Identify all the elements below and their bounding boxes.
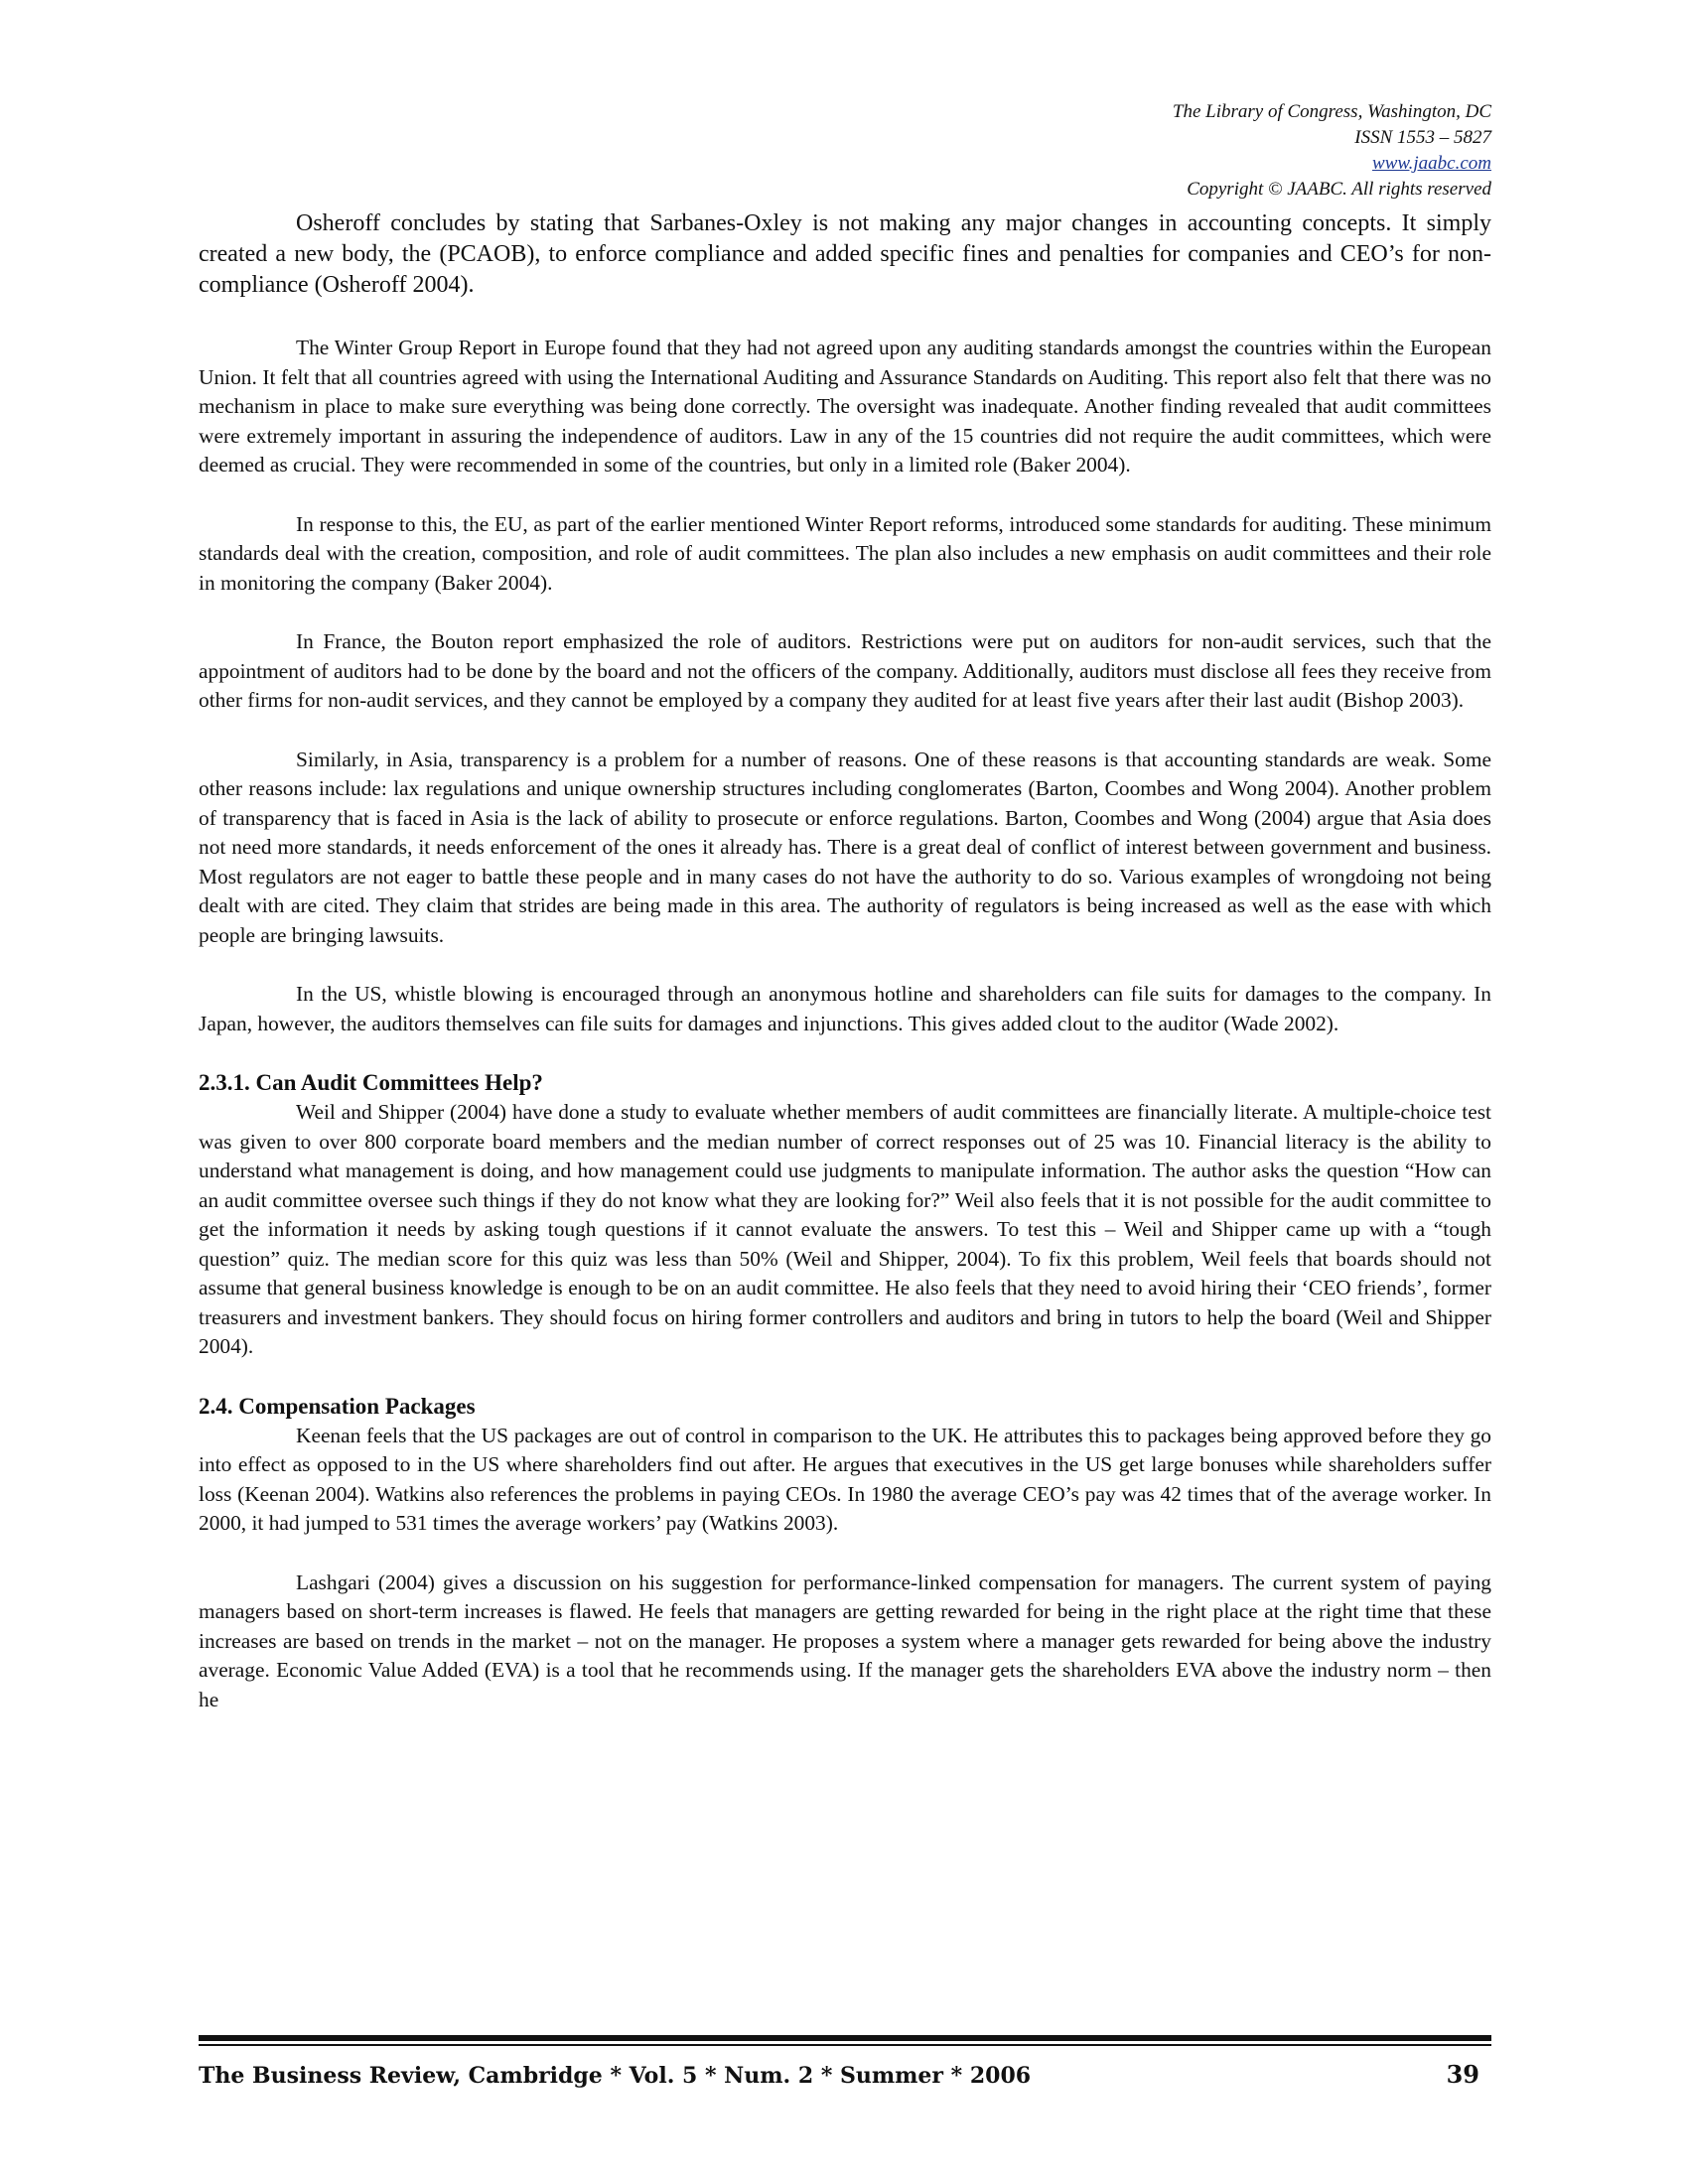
- section-heading-compensation: 2.4. Compensation Packages: [199, 1393, 476, 1419]
- paragraph-us-japan: In the US, whistle blowing is encouraged through an anonymous hotline and shareholders can file suits for damages to the company. In Japan, however, the auditors themselves can file suits for damages and injunctions. This gives added clout to the auditor (Wade 2002).: [199, 982, 1491, 1035]
- paragraph-weil-shipper: Weil and Shipper (2004) have done a study to evaluate whether members of audit committees are financially literate. A multiple-choice test was given to over 800 corporate board members and the median number of correct responses out of 25 was 10. Financial literacy is the ability to understand what management is doing, and how management could use judgments to manipulate information. The author asks the question “How can an audit committee oversee such things if they do not know what they are looking for?” Weil also feels that it is not possible for the audit committee to get the information it needs by asking tough questions if it cannot evaluate the answers. To test this – Weil and Shipper came up with a “tough question” quiz. The median score for this quiz was less than 50% (Weil and Shipper, 2004). To fix this problem, Weil feels that boards should not assume that general business knowledge is enough to be on an audit committee. He also feels that they need to avoid hiring their ‘CEO friends’, former treasurers and investment bankers. They should focus on hiring former controllers and auditors and bring in tutors to help the board (Weil and Shipper 2004).: [199, 1100, 1491, 1358]
- paragraph-osheroff: Osheroff concludes by stating that Sarbanes-Oxley is not making any major changes in accounting concepts. It simply created a new body, the (PCAOB), to enforce compliance and added specific fines and penalties for companies and CEO’s for non-compliance (Osheroff 2004).: [199, 210, 1491, 298]
- footer-rule-thick: [199, 2035, 1491, 2041]
- header-library: The Library of Congress, Washington, DC: [1172, 101, 1491, 122]
- paragraph-eu-response: In response to this, the EU, as part of the earlier mentioned Winter Report reforms, introduced some standards for auditing. These minimum standards deal with the creation, composition, and role of audit committees. The plan also includes a new emphasis on audit committees and their role in monitoring the company (Baker 2004).: [199, 511, 1491, 595]
- page-number: 39: [1446, 2060, 1479, 2089]
- paragraph-lashgari: Lashgari (2004) gives a discussion on his suggestion for performance-linked compensation for managers. The current system of paying managers based on short-term increases is flawed. He feels that managers are getting rewarded for being in the right place at the right time that these increases are based on trends in the market – not on the manager. He proposes a system where a manager gets rewarded for being above the industry average. Economic Value Added (EVA) is a tool that he recommends using. If the manager gets the shareholders EVA above the industry norm – then he: [199, 1570, 1491, 1711]
- paragraph-asia: Similarly, in Asia, transparency is a problem for a number of reasons. One of these reasons is that accounting standards are weak. Some other reasons include: lax regulations and unique ownership structures including conglomerates (Barton, Coombes and Wong 2004). Another problem of transparency that is faced in Asia is the lack of ability to prosecute or enforce regulations. Barton, Coombes and Wong (2004) argue that Asia does not need more standards, it needs enforcement of the ones it already has. There is a great deal of conflict of interest between government and business. Most regulators are not eager to battle these people and in many cases do not have the authority to do so. Various examples of wrongdoing not being dealt with are cited. They claim that strides are being made in this area. The authority of regulators is being increased as well as the ease with which people are bringing lawsuits.: [199, 747, 1491, 947]
- paragraph-keenan: Keenan feels that the US packages are out of control in comparison to the UK. He attributes this to packages being approved before they go into effect as opposed to in the US where shareholders find out after. He argues that executives in the US get large bonuses while shareholders suffer loss (Keenan 2004). Watkins also references the problems in paying CEOs. In 1980 the average CEO’s pay was 42 times that of the average worker. In 2000, it had jumped to 531 times the average workers’ pay (Watkins 2003).: [199, 1423, 1491, 1535]
- footer-row: [199, 2060, 1491, 2089]
- header-issn: ISSN 1553 – 5827: [1354, 127, 1491, 148]
- article-body: [199, 208, 1491, 1744]
- header-copyright: Copyright © JAABC. All rights reserved: [1187, 179, 1491, 200]
- journal-page: [199, 0, 1491, 2184]
- paragraph-france: In France, the Bouton report emphasized the role of auditors. Restrictions were put on auditors for non-audit services, such that the appointment of auditors had to be done by the board and not the officers of the company. Additionally, auditors must disclose all fees they receive from other firms for non-audit services, and they cannot be employed by a company they audited for at least five years after their last audit (Bishop 2003).: [199, 629, 1491, 712]
- page-footer: [199, 2035, 1491, 2089]
- footer-rule-thin: [199, 2044, 1491, 2046]
- paragraph-winter-report: The Winter Group Report in Europe found that they had not agreed upon any auditing standards amongst the countries within the European Union. It felt that all countries agreed with using the International Auditing and Assurance Standards on Auditing. This report also felt that there was no mechanism in place to make sure everything was being done correctly. The oversight was inadequate. Another finding revealed that audit committees were extremely important in assuring the independence of auditors. Law in any of the 15 countries did not require the audit committees, which were deemed as crucial. They were recommended in some of the countries, but only in a limited role (Baker 2004).: [199, 336, 1491, 477]
- section-heading-audit-committees: 2.3.1. Can Audit Committees Help?: [199, 1070, 543, 1095]
- page-header: [1173, 99, 1491, 203]
- header-website-link[interactable]: www.jaabc.com: [1372, 153, 1491, 174]
- footer-journal-citation: The Business Review, Cambridge * Vol. 5 * Num. 2 * Summer * 2006: [199, 2063, 1032, 2089]
